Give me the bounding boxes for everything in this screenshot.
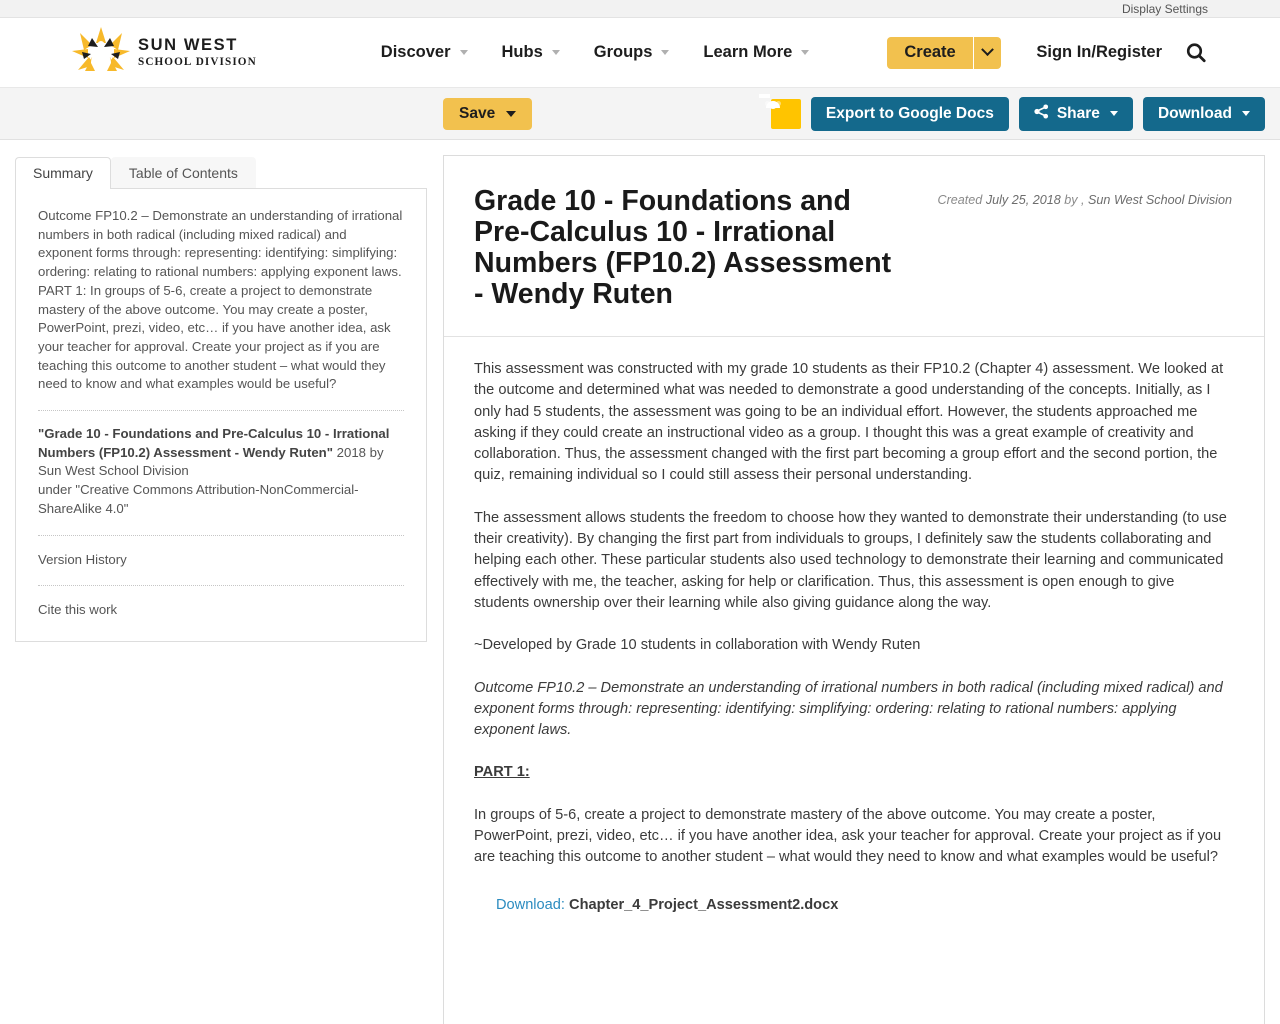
nav-item-learn-more-label: Learn More — [703, 43, 793, 61]
sign-in-register-link[interactable]: Sign In/Register — [1036, 43, 1162, 61]
nav-item-groups[interactable] — [594, 43, 670, 62]
display-settings-link[interactable]: Display Settings — [1121, 1, 1208, 16]
document-action-toolbar — [0, 88, 1280, 140]
created-date: July 25, 2018 — [985, 193, 1061, 207]
caret-down-icon — [506, 111, 516, 117]
body-paragraph-outcome: Outcome FP10.2 – Demonstrate an understanding of irrational numbers in both radical (including mixed radical) and exponent forms through: representing: identifying: simplifying: ordering: relating to rational numbers: applying exponent laws. — [474, 679, 1223, 739]
save-button-label: Save — [459, 104, 496, 122]
tab-table-of-contents[interactable]: Table of Contents — [111, 157, 256, 188]
caret-down-icon — [1110, 111, 1118, 116]
created-prefix: Created — [937, 193, 986, 207]
nav-item-hubs-label: Hubs — [501, 43, 543, 61]
download-button-label: Download — [1157, 104, 1232, 122]
create-button-group — [887, 37, 1000, 69]
caret-down-icon — [1242, 111, 1250, 116]
divider — [38, 585, 404, 586]
display-settings-bar — [0, 0, 1280, 18]
created-meta — [938, 186, 1233, 207]
citation-block — [38, 425, 404, 519]
brand-name-line2: SCHOOL DIVISION — [138, 55, 257, 68]
primary-nav — [381, 37, 1001, 69]
tab-summary[interactable]: Summary — [15, 157, 111, 189]
nav-item-discover[interactable] — [381, 43, 468, 62]
share-button-label: Share — [1056, 104, 1100, 122]
body-paragraph-2: The assessment allows students the freedom to choose how they wanted to demonstrate their understanding (to use their creativity). By changing the first part from individuals to groups, I definitely saw the students collaborating and helping each other. These particular students also used technology to demonstrate their learning and communicated effectively with me, the teacher, asking for help or clarification. Thus, this assessment is open enough to give students ownership over their learning while also giving guidance along the way. — [474, 509, 1227, 611]
search-icon[interactable] — [1184, 41, 1208, 65]
citation-title: "Grade 10 - Foundations and Pre-Calculus 10 - Irrational Numbers (FP10.2) Assessment - Wendy Ruten" — [38, 426, 390, 460]
document-header — [444, 156, 1264, 337]
create-dropdown-button[interactable] — [973, 37, 1001, 69]
nav-item-hubs[interactable] — [502, 43, 560, 62]
chevron-down-icon — [981, 43, 994, 56]
share-button[interactable] — [1019, 97, 1133, 131]
create-button[interactable]: Create — [887, 37, 972, 69]
created-author: Sun West School Division — [1088, 193, 1232, 207]
export-to-google-docs-label: Export to Google Docs — [825, 104, 994, 122]
page-body — [0, 140, 1280, 1024]
main-navbar — [0, 18, 1280, 88]
share-icon — [1034, 104, 1049, 124]
citation-rest: 2018 by Sun West School Division — [38, 444, 384, 479]
body-paragraph-5: In groups of 5-6, create a project to demonstrate mastery of the above outcome. You may create a poster, PowerPoint, prezi, video, etc… if you have another idea, ask your teacher for approval. Create your project as if you are teaching this outcome to another student – what would they need to know and what examples would be useful? — [474, 806, 1222, 866]
nav-right-group — [1036, 41, 1208, 65]
document-body — [444, 337, 1264, 946]
nav-item-groups-label: Groups — [593, 43, 653, 61]
part-1-heading: PART 1: — [474, 764, 530, 781]
chevron-down-icon — [661, 50, 669, 55]
chevron-down-icon — [460, 50, 468, 55]
body-paragraph-1: This assessment was constructed with my grade 10 students as their FP10.2 (Chapter 4) assessment. We looked at the outcome and determined what was needed to demonstrate a good understanding of the concepts. Initially, as I only had 5 students, the assessment was going to be an individual effort. However, the students approached me asking if they could create an instructional video as a group. I thought this was a great example of creativity and collaboration. Thus, the assessment changed with the first part becoming a group effort and the second portion, the quiz, remaining individual so I could still assess their personal understanding. — [474, 361, 1224, 484]
body-paragraph-3: ~Developed by Grade 10 students in collaboration with Wendy Ruten — [474, 637, 921, 654]
version-history-link[interactable]: Version History — [38, 551, 127, 567]
download-attachment-link[interactable]: Download: — [496, 896, 565, 913]
divider — [38, 535, 404, 536]
divider — [38, 410, 404, 411]
document-card — [443, 155, 1265, 1024]
attachment-filename[interactable]: Chapter_4_Project_Assessment2.docx — [569, 896, 839, 913]
created-by-word: by , — [1060, 193, 1089, 207]
sidebar — [15, 155, 427, 642]
nav-item-discover-label: Discover — [380, 43, 451, 61]
attachment-row — [496, 895, 1230, 916]
google-classroom-icon[interactable] — [771, 99, 801, 129]
export-to-google-docs-button[interactable] — [811, 97, 1009, 131]
brand-logo-text — [138, 37, 257, 68]
brand-logo[interactable] — [72, 27, 257, 79]
citation-license: under "Creative Commons Attribution-NonCommercial-ShareAlike 4.0" — [38, 482, 359, 516]
toolbar-right-group — [771, 97, 1265, 131]
nav-item-learn-more[interactable] — [703, 43, 809, 62]
summary-text: Outcome FP10.2 – Demonstrate an understanding of irrational numbers in both radical (including mixed radical) and exponent forms through: representing: identifying: simplifying: ordering: relating to rational numbers: applying exponent laws. PART 1: In groups of 5-6, create a project to demonstrate mastery of the above outcome. You may create a poster, PowerPoint, prezi, video, etc… if you have another idea, ask your teacher for approval. Create your project as if you are teaching this outcome to another student – what would they need to know and what examples would be useful? — [38, 208, 403, 392]
cite-this-work-link[interactable]: Cite this work — [38, 601, 118, 617]
download-button[interactable] — [1143, 97, 1265, 131]
page-title: Grade 10 - Foundations and Pre-Calculus 10 - Irrational Numbers (FP10.2) Assessment - Wendy Ruten — [474, 185, 892, 310]
save-button[interactable] — [443, 98, 532, 130]
chevron-down-icon — [552, 50, 560, 55]
sunburst-person-logo-icon — [72, 27, 130, 79]
sidebar-panel — [15, 189, 427, 642]
chevron-down-icon — [801, 50, 809, 55]
brand-name-line1: SUN WEST — [138, 36, 238, 55]
sidebar-tabs — [15, 155, 427, 189]
